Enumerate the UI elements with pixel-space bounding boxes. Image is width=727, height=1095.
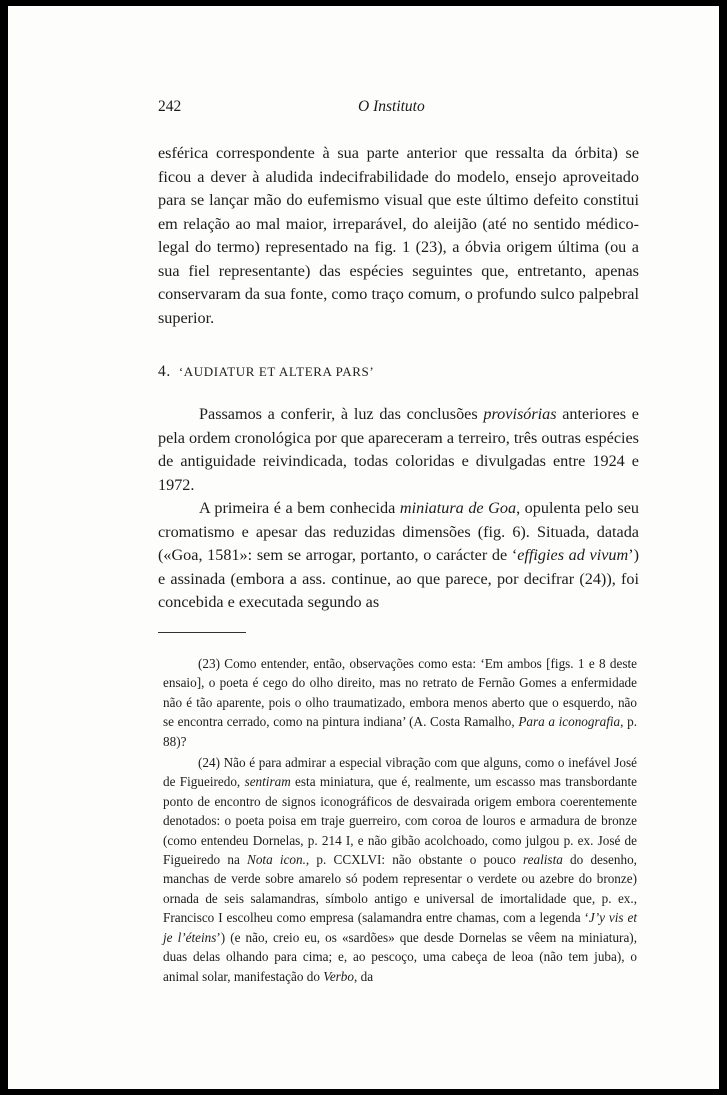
text-run: A primeira é a bem conhecida xyxy=(199,499,400,517)
text-run: , da xyxy=(354,968,374,984)
text-run: ’) e assinada (embora a ass. continue, ao que parece, por decifrar (24)), foi concebida e executada segundo as xyxy=(158,546,639,611)
section-heading xyxy=(158,363,639,381)
text-run: Passamos a conferir, à luz das conclusões xyxy=(199,405,484,423)
text-run: , p. CCXLVI: não obstante o pouco xyxy=(305,852,524,868)
italic-run: effigies ad vivum xyxy=(517,546,629,564)
text-run: esta miniatura, que é, realmente, um escasso mas transbordante ponto de encontro de signos iconográficos de desvairada origem embora coerentemente denotados: o poeta poisa em traje guerreiro, com coroa de louros e armadura de bronze (como entendeu Dornelas, p. 214 I, e não gibão acolchoado, como julgou p. ex. José de Figueiredo na xyxy=(163,774,637,868)
italic-run: miniatura de Goa xyxy=(399,499,517,517)
italic-run: realista xyxy=(523,852,563,868)
footnotes xyxy=(163,654,637,988)
text-run: , p. 88)? xyxy=(163,714,638,749)
text-run: (24) Não é para admirar a especial vibração com que alguns, como o inefável José de Figueiredo, xyxy=(163,755,637,790)
journal-title: O Instituto xyxy=(358,98,425,115)
text-run: ’) (e não, creio eu, os «sardões» que desde Dornelas se vêem na miniatura), duas delas olhando para cima; e, ao pescoço, uma cabeça de leoa (não tem juba), o animal solar, manifestação do xyxy=(163,929,637,984)
italic-run: provisórias xyxy=(483,405,557,423)
footnote-23 xyxy=(163,654,637,751)
text-run: (23) Como entender, então, observações como esta: ‘Em ambos [figs. 1 e 8 deste ensaio], o poeta é cego do olho direito, mas no retrato de Fernão Gomes a enfermidade não é tão aparente, pois o olho traumatizado, embora menos aberto que o esquerdo, não se encontra cerrado, como na pintura indiana’ (A. Costa Ramalho, xyxy=(163,656,637,730)
italic-run: Para a iconografia xyxy=(518,714,621,730)
section-title: ‘AUDIATUR ET ALTERA PARS’ xyxy=(178,364,375,379)
main-text xyxy=(158,142,639,615)
italic-run: Nota icon. xyxy=(247,852,306,868)
text-run: anteriores e pela ordem cronológica por que apareceram a terreiro, três outras espécies de antiguidade reivindicada, todas coloridas e divulgadas entre 1924 e 1972. xyxy=(158,405,639,494)
footnote-separator xyxy=(158,632,246,633)
text-run: do desenho, manchas de verde sobre amarelo só podem representar o verdete ou azebre do bronze) ornada de seis salamandras, símbolo antigo e universal de imortalidade que, p. ex., Francisco I escolheu como empresa (salamandra entre chamas, com a legenda ‘ xyxy=(163,852,637,926)
footnote-24 xyxy=(163,753,637,986)
page-number: 242 xyxy=(158,98,182,115)
paragraph-1: esférica correspondente à sua parte anterior que ressalta da órbita) se ficou a dever à aludida indecifrabilidade do modelo, ensejo aproveitado para se lançar mão do eufemismo visual que este último defeito constitui em relação ao mal maior, irreparável, do aleijão (até no sentido médico-legal do termo) representado na fig. 1 (23), a óbvia origem última (ou a sua fiel representante) das espécies seguintes que, entretanto, apenas conservaram da sua fonte, como traço comum, o profundo sulco palpebral superior. xyxy=(158,144,639,327)
section-number: 4. xyxy=(158,363,171,380)
italic-run: Verbo xyxy=(323,968,354,984)
paragraph-2 xyxy=(158,403,639,497)
text-run: , opulenta pelo seu cromatismo e apesar das reduzidas dimensões (fig. 6). Situada, datada («Goa, 1581»: sem se arrogar, portanto, o carácter de ‘ xyxy=(158,499,640,564)
paragraph-3 xyxy=(158,497,639,615)
italic-run: J’y vis et je l’éteins xyxy=(163,910,638,945)
italic-run: sentiram xyxy=(244,774,291,790)
running-header xyxy=(158,98,644,120)
